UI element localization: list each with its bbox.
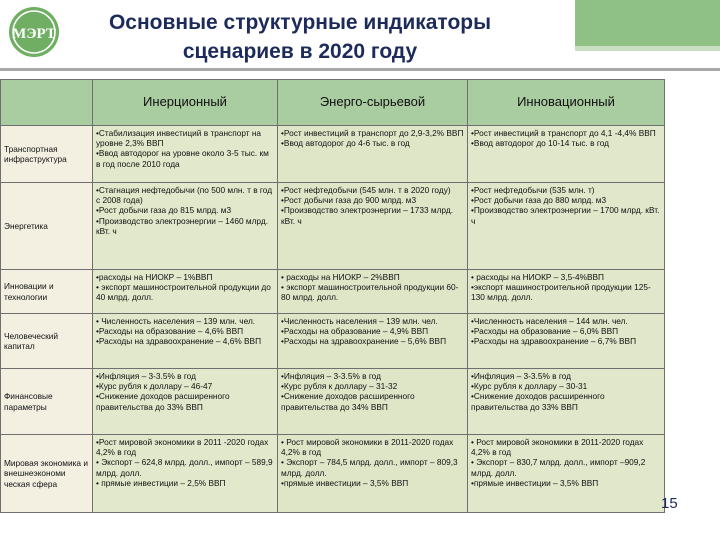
table-cell xyxy=(93,435,278,513)
column-header: Инерционный xyxy=(93,80,278,126)
table-cell xyxy=(278,270,468,314)
cell-item: •Рост добычи газа до 880 млрд. м3 xyxy=(471,195,607,206)
cell-item: •Снижение доходов расширенного правительства до 33% ВВП xyxy=(96,391,230,412)
svg-text:МЭРТ: МЭРТ xyxy=(12,26,56,42)
table-cell xyxy=(93,369,278,435)
cell-item: •Расходы на здравоохранение – 4,6% ВВП xyxy=(96,336,262,347)
cell-item: •Производство электроэнергии – 1460 млрд. кВт. ч xyxy=(96,215,269,236)
cell-item: •Курс рубля к доллару – 30-31 xyxy=(471,381,588,392)
row-label: Транспортная инфраструктура xyxy=(1,126,93,183)
table-cell xyxy=(468,270,665,314)
cell-item: •Расходы на образование – 6,0% ВВП xyxy=(471,326,619,337)
cell-item: •Снижение доходов расширенного правительства до 34% ВВП xyxy=(281,391,415,412)
cell-item: •Курс рубля к доллару – 31-32 xyxy=(281,381,398,392)
cell-item: •экспорт машиностроительной продукции 125-130 млрд. долл. xyxy=(471,282,651,303)
title-line-1: Основные структурные индикаторы xyxy=(108,11,492,34)
cell-item: • Экспорт – 784,5 млрд. долл., импорт – 809,3 млрд. долл. xyxy=(281,457,458,478)
header-accent-bar xyxy=(575,0,720,46)
page-number: 15 xyxy=(661,495,678,512)
cell-item: • экспорт машиностроительной продукции 60-80 млрд. долл. xyxy=(281,282,459,303)
table-cell xyxy=(468,314,665,369)
cell-item: •Ввод автодорог на уровне около 3-5 тыс. км в год после 2010 года xyxy=(96,148,269,169)
cell-item: • расходы на НИОКР – 2%ВВП xyxy=(281,272,400,282)
cell-item: •Рост нефтедобычи (535 млн. т) xyxy=(471,185,595,195)
mert-logo xyxy=(8,6,60,58)
cell-item: • Численность населения – 139 млн. чел. xyxy=(96,316,256,326)
cell-item: • прямые инвестиции – 2,5% ВВП xyxy=(96,477,226,488)
header-accent-bar-light xyxy=(575,46,720,51)
cell-item: •Расходы на образование – 4,6% ВВП xyxy=(96,326,244,337)
cell-item: •Рост мировой экономики в 2011 -2020 годах 4,2% в год xyxy=(96,437,269,458)
indicators-table xyxy=(0,79,665,513)
header-separator xyxy=(0,68,720,71)
cell-item: •Расходы на здравоохранение – 5,6% ВВП xyxy=(281,336,447,347)
cell-item: •Рост инвестиций в транспорт до 4,1 -4,4% ВВП xyxy=(471,128,656,138)
cell-item: •Рост инвестиций в транспорт до 2,9-3,2% ВВП xyxy=(281,128,464,138)
table-row xyxy=(1,270,665,314)
cell-item: •Курс рубля к доллару – 46-47 xyxy=(96,381,213,392)
table-row xyxy=(1,126,665,183)
table-cell xyxy=(93,270,278,314)
table-row xyxy=(1,369,665,435)
table-cell xyxy=(278,435,468,513)
cell-item: •Инфляция – 3-3.5% в год xyxy=(281,371,381,381)
cell-item: •Инфляция – 3-3.5% в год xyxy=(96,371,196,381)
column-header: Энерго-сырьевой xyxy=(278,80,468,126)
cell-item: •Рост нефтедобычи (545 млн. т в 2020 году) xyxy=(281,185,451,195)
table-header-row xyxy=(1,80,665,126)
cell-item: •Расходы на образование – 4,9% ВВП xyxy=(281,326,429,337)
title-line-2: сценариев в 2020 году xyxy=(182,40,418,63)
cell-item: •Производство электроэнергии – 1733 млрд. кВт. ч xyxy=(281,205,454,226)
cell-item: • экспорт машиностроительной продукции до 40 млрд. долл. xyxy=(96,282,271,303)
column-header: Инновационный xyxy=(468,80,665,126)
cell-item: •Инфляция – 3-3.5% в год xyxy=(471,371,571,381)
table-cell xyxy=(468,435,665,513)
table-cell xyxy=(278,183,468,270)
row-label: Инновации и технологии xyxy=(1,270,93,314)
cell-item: • Рост мировой экономики в 2011-2020 годах 4,2% в год xyxy=(281,437,454,458)
table-row xyxy=(1,435,665,513)
table-cell xyxy=(278,126,468,183)
header-corner-cell xyxy=(1,80,93,126)
cell-item: •Рост добычи газа до 900 млрд. м3 xyxy=(281,195,417,206)
row-label: Финансовые параметры xyxy=(1,369,93,435)
table-row xyxy=(1,314,665,369)
table-cell xyxy=(93,314,278,369)
page-title xyxy=(80,8,520,66)
cell-item: •Рост добычи газа до 815 млрд. м3 xyxy=(96,205,232,216)
cell-item: •прямые инвестиции – 3,5% ВВП xyxy=(471,477,599,488)
cell-item: •Численность населения – 144 млн. чел. xyxy=(471,316,628,326)
table-cell xyxy=(278,314,468,369)
row-label: Энергетика xyxy=(1,183,93,270)
cell-item: •Стагнация нефтедобычи (по 500 млн. т в год с 2008 года) xyxy=(96,185,273,206)
cell-item: •Ввод автодорог до 4-6 тыс. в год xyxy=(281,138,410,149)
cell-item: • Рост мировой экономики в 2011-2020 годах 4,2% в год xyxy=(471,437,644,458)
row-label: Мировая экономика и внешнеэкономи ческая сфера xyxy=(1,435,93,513)
cell-item: •Ввод автодорог до 10-14 тыс. в год xyxy=(471,138,609,149)
table-cell xyxy=(93,126,278,183)
table-cell xyxy=(278,369,468,435)
cell-item: •расходы на НИОКР – 1%ВВП xyxy=(96,272,213,282)
table-cell xyxy=(468,369,665,435)
cell-item: • Экспорт – 830,7 млрд. долл., импорт –909,2 млрд. долл. xyxy=(471,457,646,478)
cell-item: •Численность населения – 139 млн. чел. xyxy=(281,316,438,326)
cell-item: •прямые инвестиции – 3,5% ВВП xyxy=(281,477,409,488)
cell-item: •Стабилизация инвестиций в транспорт на уровне 2,3% ВВП xyxy=(96,128,262,149)
table-cell xyxy=(93,183,278,270)
cell-item: • Экспорт – 624,8 млрд. долл., импорт – 589,9 млрд. долл. xyxy=(96,457,273,478)
table-cell xyxy=(468,126,665,183)
cell-item: •Расходы на здравоохранение – 6,7% ВВП xyxy=(471,336,637,347)
row-label: Человеческий капитал xyxy=(1,314,93,369)
table-cell xyxy=(468,183,665,270)
cell-item: •Снижение доходов расширенного правительства до 33% ВВП xyxy=(471,391,605,412)
table-row xyxy=(1,183,665,270)
cell-item: • расходы на НИОКР – 3,5-4%ВВП xyxy=(471,272,605,282)
cell-item: •Производство электроэнергии – 1700 млрд. кВт. ч xyxy=(471,205,660,226)
